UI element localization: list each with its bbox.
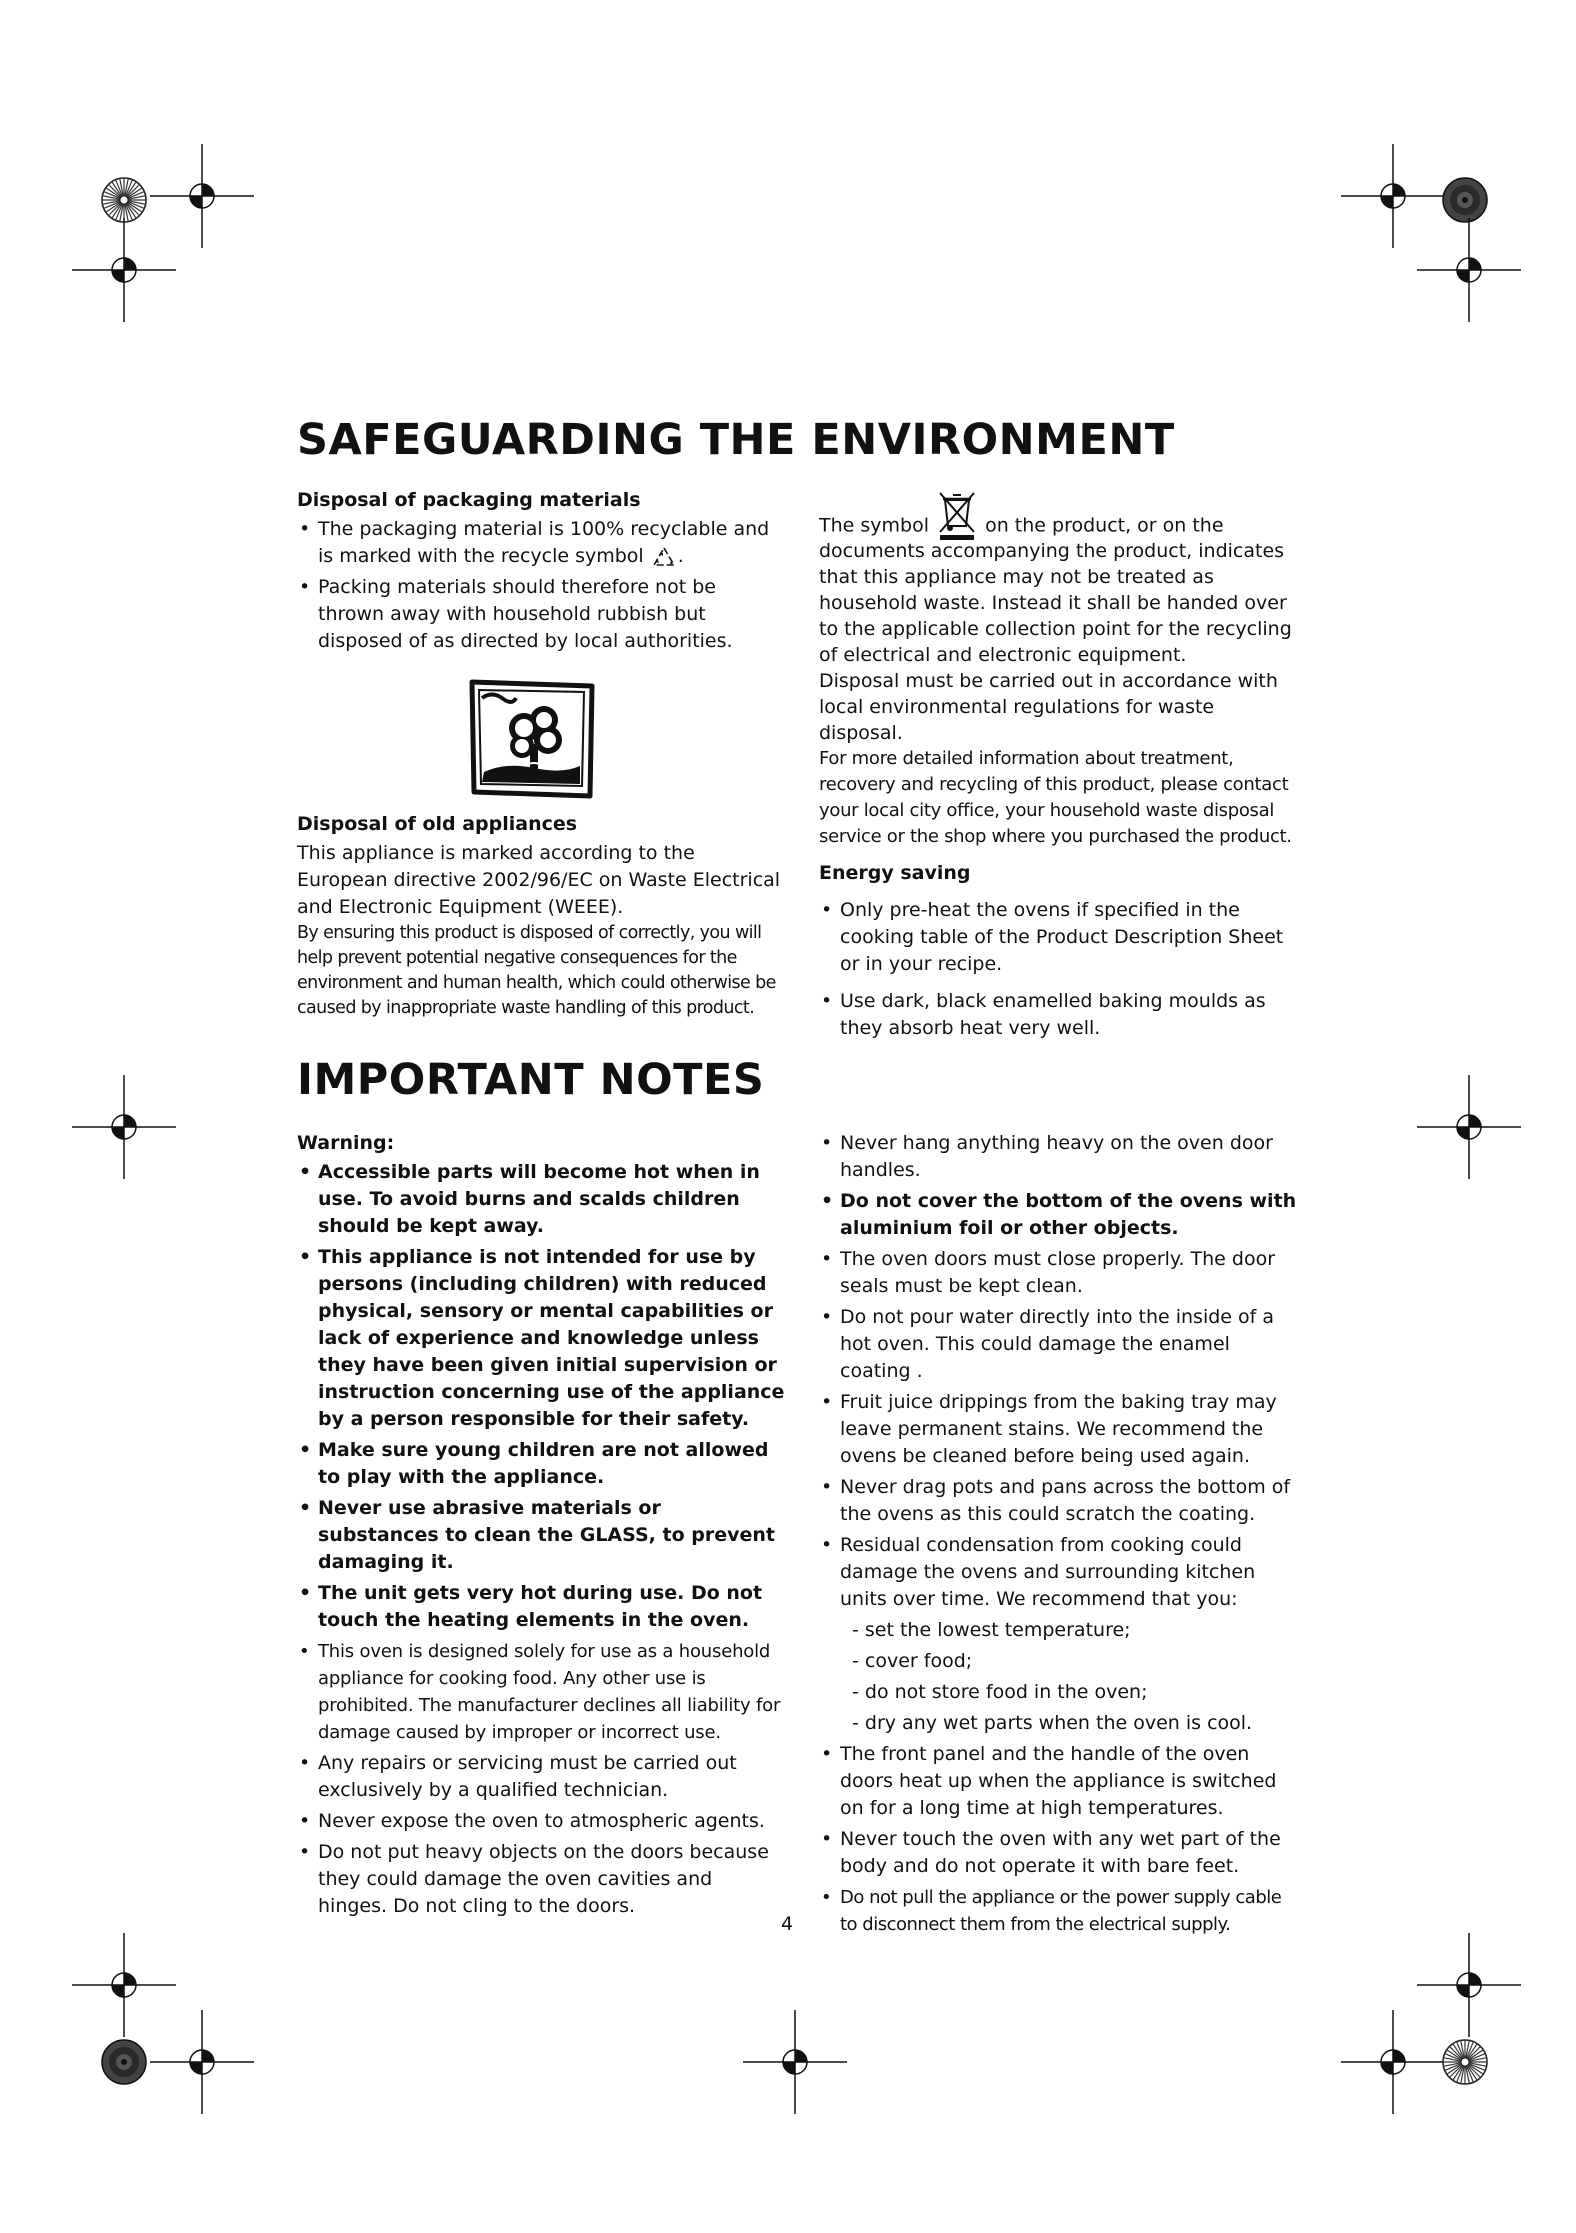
- registration-mark-icon: [743, 2010, 847, 2114]
- notes-right-list-2: [819, 1741, 1299, 1938]
- registration-mark-icon: [72, 218, 176, 322]
- sub-list-item: [852, 1617, 1299, 1644]
- list-item: [819, 1389, 1299, 1470]
- note-item: Do not pull the appliance or the power supply cable to disconnect them from the electrical supply.: [840, 1887, 1282, 1935]
- packaging-heading: Disposal of packaging materials: [297, 489, 641, 511]
- print-color-wheel-icon: [1443, 2040, 1487, 2084]
- list-item: [297, 1495, 785, 1576]
- note-item: Never hang anything heavy on the oven door handles.: [840, 1132, 1273, 1181]
- warning-item: Make sure young children are not allowed to play with the appliance.: [318, 1439, 769, 1488]
- notes-section-title: IMPORTANT NOTES: [297, 1055, 765, 1105]
- sub-item-text: cover food;: [864, 1650, 973, 1672]
- print-color-wheel-icon: [1443, 178, 1487, 222]
- list-item: [297, 1638, 785, 1746]
- notes-right-list: [819, 1130, 1299, 1613]
- list-item: [819, 1532, 1299, 1613]
- list-item: [819, 1741, 1299, 1822]
- list-item: [297, 1437, 785, 1491]
- sub-item-text: do not store food in the oven;: [864, 1681, 1148, 1703]
- list-item: [819, 1826, 1299, 1880]
- registration-mark-icon: [1417, 218, 1521, 322]
- list-item: [819, 897, 1299, 978]
- warning-item: This appliance is not intended for use by persons (including children) with reduced physical, sensory or mental capabilities or lack of experience and knowledge unless they have been given initial supervision or instruction concerning use of the appliance by a person responsible for their safety.: [318, 1246, 785, 1430]
- warning-item: The unit gets very hot during use. Do not touch the heating elements in the oven.: [318, 1582, 763, 1631]
- energy-list: [819, 897, 1299, 1042]
- warning-label: Warning:: [297, 1132, 395, 1154]
- sub-list-item: [852, 1710, 1299, 1737]
- list-item: [819, 1130, 1299, 1184]
- note-item: Residual condensation from cooking could damage the ovens and surrounding kitchen units over time. We recommend that you:: [840, 1534, 1256, 1610]
- registration-mark-icon: [1417, 1075, 1521, 1179]
- sub-item-text: dry any wet parts when the oven is cool.: [864, 1712, 1253, 1734]
- list-item: [297, 1839, 785, 1920]
- page-number: 4: [781, 1913, 794, 1935]
- list-item: [819, 988, 1299, 1042]
- packaging-item-2: Packing materials should therefore not be thrown away with household rubbish but disposed of as directed by local authorities.: [318, 576, 733, 652]
- old-appliances-block: [297, 811, 783, 1021]
- condensation-sub-list: [819, 1617, 1299, 1737]
- env-right-column: [819, 512, 1299, 1046]
- list-item: [819, 1246, 1299, 1300]
- list-item: [297, 574, 777, 655]
- list-item: [819, 1188, 1299, 1242]
- list-item: [297, 1808, 785, 1835]
- list-item: [297, 1580, 785, 1634]
- list-item: [297, 1750, 785, 1804]
- list-item: [819, 1304, 1299, 1385]
- recycle-triangle-icon: [650, 545, 678, 569]
- note-item: The oven doors must close properly. The door seals must be kept clean.: [840, 1248, 1276, 1297]
- note-item: Fruit juice drippings from the baking tray may leave permanent stains. We recommend the ovens be cleaned before being used again.: [840, 1391, 1277, 1467]
- weee-disposal-paragraph: Disposal must be carried out in accordance with local environmental regulations for waste disposal.: [819, 670, 1278, 744]
- tree-in-box-disposal-icon: [466, 676, 602, 802]
- notes-left-list: [297, 1159, 785, 1920]
- weee-symbol-suffix: on the product, or on the: [985, 514, 1224, 537]
- print-color-wheel-icon: [102, 178, 146, 222]
- registration-mark-icon: [1341, 2010, 1445, 2114]
- crossed-out-wheelie-bin-icon: [935, 490, 979, 540]
- old-appliances-paragraph: This appliance is marked according to the European directive 2002/96/EC on Waste Electrical and Electronic Equipment (WEEE).: [297, 842, 781, 918]
- print-color-wheel-icon: [102, 2040, 146, 2084]
- note-item: Do not pour water directly into the inside of a hot oven. This could damage the enamel coating .: [840, 1306, 1275, 1382]
- sub-list-item: [852, 1648, 1299, 1675]
- packaging-item-1: The packaging material is 100% recyclable and is marked with the recycle symbol: [318, 518, 770, 567]
- notes-left-column: [297, 1130, 785, 1924]
- note-item: Do not cover the bottom of the ovens with aluminium foil or other objects.: [840, 1190, 1297, 1239]
- old-appliances-paragraph-2: By ensuring this product is disposed of correctly, you will help prevent potential negative consequences for the environment and human health, which could otherwise be caused by inappropriate waste handling of this product.: [297, 923, 776, 1018]
- registration-mark-icon: [150, 2010, 254, 2114]
- weee-info-paragraph: For more detailed information about treatment, recovery and recycling of this product, please contact your local city office, your household waste disposal service or the shop where you purchased the product.: [819, 748, 1292, 847]
- energy-heading: Energy saving: [819, 862, 971, 884]
- note-item: Do not put heavy objects on the doors because they could damage the oven cavities and hinges. Do not cling to the doors.: [318, 1841, 769, 1917]
- note-item: Never expose the oven to atmospheric agents.: [318, 1810, 765, 1832]
- warning-item: Accessible parts will become hot when in use. To avoid burns and scalds children should be kept away.: [318, 1161, 760, 1237]
- sub-list-item: [852, 1679, 1299, 1706]
- env-left-column: [297, 487, 777, 659]
- registration-mark-icon: [150, 144, 254, 248]
- registration-mark-icon: [72, 1933, 176, 2037]
- note-item: Any repairs or servicing must be carried out exclusively by a qualified technician.: [318, 1752, 737, 1801]
- list-item: [297, 516, 777, 570]
- note-item: This oven is designed solely for use as a household appliance for cooking food. Any other use is prohibited. The manufacturer declines all liability for damage caused by improper or incorrect use.: [318, 1641, 781, 1743]
- warning-item: Never use abrasive materials or substances to clean the GLASS, to prevent damaging it.: [318, 1497, 775, 1573]
- list-item: [819, 1474, 1299, 1528]
- registration-mark-icon: [1341, 144, 1445, 248]
- weee-symbol-prefix: The symbol: [819, 514, 929, 537]
- registration-mark-icon: [1417, 1933, 1521, 2037]
- sub-item-text: set the lowest temperature;: [864, 1619, 1131, 1641]
- weee-paragraph: [819, 512, 1299, 540]
- note-item: Never drag pots and pans across the bottom of the ovens as this could scratch the coating.: [840, 1476, 1291, 1525]
- packaging-list: [297, 516, 777, 655]
- env-section-title: SAFEGUARDING THE ENVIRONMENT: [297, 415, 1175, 465]
- list-item: [297, 1244, 785, 1433]
- registration-mark-icon: [72, 1075, 176, 1179]
- weee-paragraph-rest: documents accompanying the product, indicates that this appliance may not be treated as household waste. Instead it shall be handed over to the applicable collection point for the recycling of electrical and electronic equipment.: [819, 540, 1292, 666]
- energy-item-2: Use dark, black enamelled baking moulds as they absorb heat very well.: [840, 990, 1266, 1039]
- list-item: [819, 1884, 1299, 1938]
- energy-item-1: Only pre-heat the ovens if specified in the cooking table of the Product Description Sheet or in your recipe.: [840, 899, 1284, 975]
- notes-right-column: [819, 1130, 1299, 1942]
- recycle-suffix: .: [677, 545, 684, 567]
- old-appliances-heading: Disposal of old appliances: [297, 813, 578, 835]
- note-item: The front panel and the handle of the oven doors heat up when the appliance is switched on for a long time at high temperatures.: [840, 1743, 1277, 1819]
- list-item: [297, 1159, 785, 1240]
- note-item: Never touch the oven with any wet part of the body and do not operate it with bare feet.: [840, 1828, 1281, 1877]
